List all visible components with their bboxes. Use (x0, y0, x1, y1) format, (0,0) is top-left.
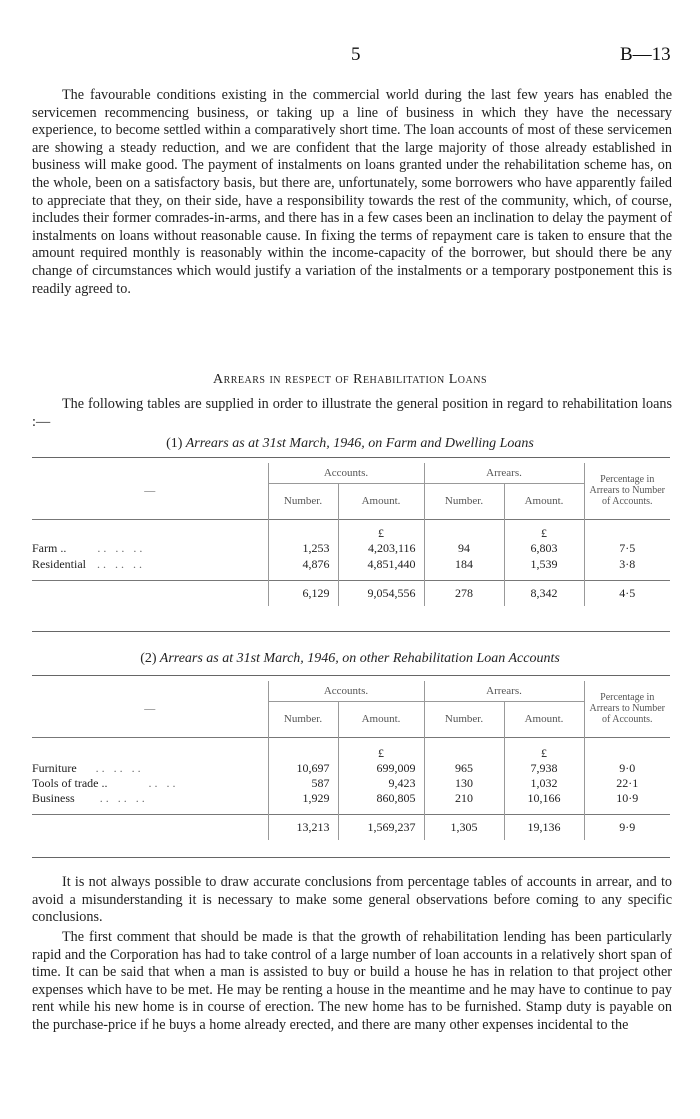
cell-acc-number: 1,253 (268, 541, 338, 556)
row-label: Tools of trade .. .. .. (32, 776, 179, 790)
paragraph-percentage-tables: It is not always possible to draw accurate conclusions from percentage tables of accounts in arrear, and to avoid a misunderstanding it is necessary to make some general observations before coming to any specific conclusions. (32, 874, 672, 926)
table1-stub-head: — (144, 484, 156, 497)
total-percentage: 4·5 (584, 580, 670, 606)
document-reference: B—13 (620, 44, 671, 65)
table1-total-row (32, 580, 670, 606)
table1-top-rule (32, 457, 670, 458)
table1-col-percentage: Percentage in Arrears to Number of Accounts. (584, 463, 670, 519)
total-acc-number: 6,129 (268, 580, 338, 606)
total-acc-amount: 9,054,556 (338, 580, 424, 606)
table1-caption (0, 436, 700, 452)
cell-arr-number: 184 (424, 556, 504, 572)
row-label: Farm .. .. .. .. (32, 541, 146, 555)
total-acc-amount: 1,569,237 (338, 814, 424, 840)
total-arr-amount: 19,136 (504, 814, 584, 840)
cell-percentage: 22·1 (584, 776, 670, 791)
row-label: Residential .. .. .. (32, 556, 145, 571)
table2-group-arrears: Arrears. (424, 681, 584, 701)
table1-currency-acc: £ (338, 519, 424, 541)
table1-group-arrears: Arrears. (424, 463, 584, 483)
table1-currency-arr: £ (504, 519, 584, 541)
cell-acc-number: 4,876 (268, 556, 338, 572)
table2-total-row (32, 814, 670, 840)
table2-col-percentage: Percentage in Arrears to Number of Accounts. (584, 681, 670, 737)
table1-col-arr-amount: Amount. (504, 483, 584, 519)
cell-acc-amount: 4,851,440 (338, 556, 424, 572)
cell-acc-amount: 9,423 (338, 776, 424, 791)
table2-top-rule (32, 675, 670, 676)
table-row (32, 556, 670, 572)
table2-col-acc-number: Number. (268, 701, 338, 737)
total-arr-number: 278 (424, 580, 504, 606)
cell-arr-amount: 1,032 (504, 776, 584, 791)
table2-currency-acc: £ (338, 737, 424, 761)
cell-arr-amount: 6,803 (504, 541, 584, 556)
cell-arr-number: 965 (424, 761, 504, 776)
table1-caption-text: Arrears as at 31st March, 1946, on Farm and Dwelling Loans (185, 436, 534, 451)
total-acc-number: 13,213 (268, 814, 338, 840)
page-number: 5 (351, 44, 361, 65)
table2-caption-number: (2) (140, 651, 157, 666)
cell-acc-number: 10,697 (268, 761, 338, 776)
table2 (32, 681, 670, 840)
table1-bottom-rule (32, 631, 670, 632)
table1 (32, 463, 670, 606)
cell-acc-number: 1,929 (268, 791, 338, 806)
table2-currency-arr: £ (504, 737, 584, 761)
cell-percentage: 7·5 (584, 541, 670, 556)
table-row (32, 541, 670, 556)
intro-paragraph: The following tables are supplied in order to illustrate the general position in regard to rehabilitation loans :— (32, 396, 672, 430)
cell-acc-amount: 699,009 (338, 761, 424, 776)
cell-percentage: 9·0 (584, 761, 670, 776)
section-title: Arrears in respect of Rehabilitation Loans (212, 372, 488, 387)
paragraph-first-comment: The first comment that should be made is that the growth of rehabilitation lending has been particularly rapid and the Corporation has had to take control of a large number of loan accounts in a relatively short span of time. It can be said that when a man is assisted to buy or build a house he has in relation to that project other expenses which have to be met. He may be renting a house in the meantime and he may have to continue to pay rent while his new home is in course of erection. The new home has to be furnished. Stamp duty is payable on the purchase-price if he buys a home already erected, and there are many other expenses incidental to the (32, 929, 672, 1033)
row-label: Furniture .. .. .. (32, 761, 144, 775)
table-row (32, 791, 670, 806)
table2-col-arr-amount: Amount. (504, 701, 584, 737)
cell-arr-amount: 10,166 (504, 791, 584, 806)
cell-percentage: 10·9 (584, 791, 670, 806)
table1-col-acc-number: Number. (268, 483, 338, 519)
table2-caption (0, 651, 700, 667)
cell-percentage: 3·8 (584, 556, 670, 572)
cell-acc-amount: 860,805 (338, 791, 424, 806)
total-percentage: 9·9 (584, 814, 670, 840)
cell-acc-amount: 4,203,116 (338, 541, 424, 556)
table1-group-accounts: Accounts. (268, 463, 424, 483)
total-arr-number: 1,305 (424, 814, 504, 840)
table2-group-accounts: Accounts. (268, 681, 424, 701)
cell-arr-number: 94 (424, 541, 504, 556)
table2-col-arr-number: Number. (424, 701, 504, 737)
cell-arr-amount: 7,938 (504, 761, 584, 776)
cell-arr-number: 210 (424, 791, 504, 806)
total-arr-amount: 8,342 (504, 580, 584, 606)
table2-caption-text: Arrears as at 31st March, 1946, on other Rehabilitation Loan Accounts (159, 651, 560, 666)
cell-acc-number: 587 (268, 776, 338, 791)
table1-caption-number: (1) (166, 436, 183, 451)
table2-bottom-rule (32, 857, 670, 858)
table-row (32, 776, 670, 791)
cell-arr-number: 130 (424, 776, 504, 791)
cell-arr-amount: 1,539 (504, 556, 584, 572)
table1-col-arr-number: Number. (424, 483, 504, 519)
paragraph-servicemen-business: The favourable conditions existing in the commercial world during the last few years has enabled the servicemen recommencing business, or taking up a line of business in which they have the necessary experience, to become settled within a comparatively short time. The loan accounts of most of these servicemen are showing a steady reduction, and we are confident that the large majority of those already established in business will make good. The payment of instalments on loans granted under the rehabilitation scheme has, on the whole, been on a satisfactory basis, but there are, unfortunately, some borrowers who have apparently failed to appreciate that they, on their side, have a responsibility towards the rest of the community, which, of course, includes their former comrades-in-arms, and there has in a few cases been an inclination to delay the payment of instalments on loans without reasonable cause. In fixing the terms of repayment care is taken to ensure that the amount required monthly is reasonably within the income-capacity of the borrower, but should there be any change of circumstances which would justify a variation of the instalments or a temporary postponement this is readily agreed to. (32, 87, 672, 297)
row-label: Business .. .. .. (32, 791, 148, 805)
table2-stub-head: — (144, 702, 156, 715)
table2-col-acc-amount: Amount. (338, 701, 424, 737)
table-row (32, 761, 670, 776)
table1-col-acc-amount: Amount. (338, 483, 424, 519)
